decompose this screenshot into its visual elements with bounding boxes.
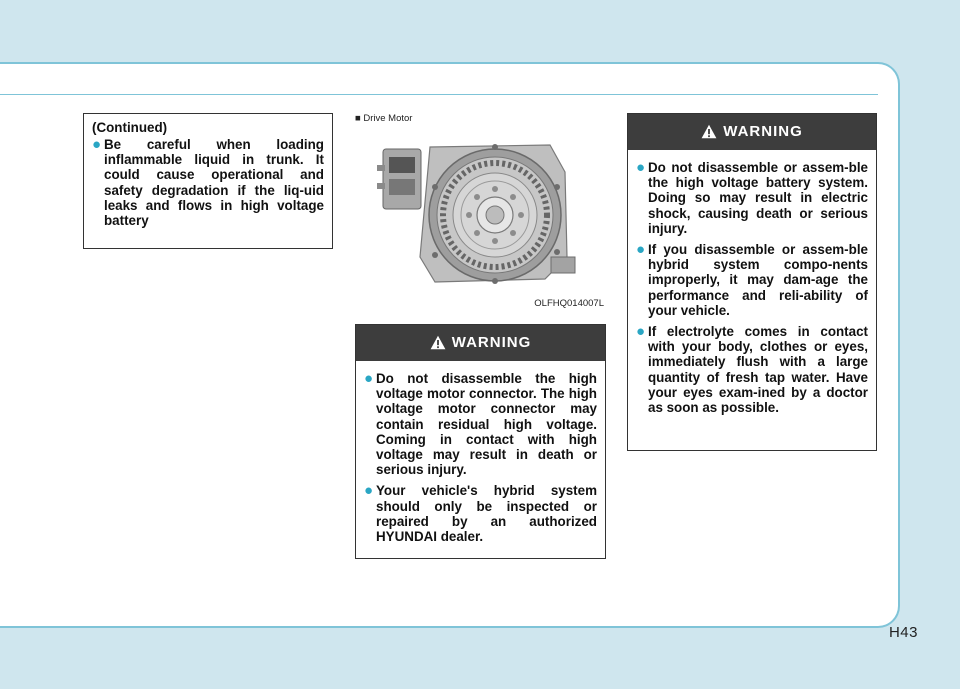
page-number: H43	[888, 624, 918, 641]
list-item	[364, 483, 597, 544]
warning-body	[628, 150, 876, 427]
list-item-text: If electrolyte comes in contact with your body, clothes or eyes, immediately flush with a large quantity of fresh tap water. Have your eyes exam-ined by a doctor as soon as possible.	[648, 324, 868, 416]
drive-motor-illustration	[375, 127, 585, 297]
list-item	[636, 242, 868, 318]
list-item-text: Be careful when loading inflammable liquid in trunk. It could cause operational and safety degradation if the liq-uid leaks and flows in high voltage battery	[104, 137, 324, 229]
warning-header	[628, 114, 876, 150]
warning-header	[356, 325, 605, 361]
warning-battery-box	[627, 113, 877, 451]
continued-list	[92, 137, 324, 228]
list-item	[636, 324, 868, 415]
warning-triangle-icon	[701, 124, 717, 139]
header-rule	[0, 94, 878, 95]
warning-body	[356, 361, 605, 556]
list-item-text: If you disassemble or assem-ble hybrid system compo-nents improperly, it may dam-age the performance and reli-ability of your vehicle.	[648, 242, 868, 318]
warning-title: WARNING	[723, 123, 803, 140]
warning-title: WARNING	[451, 334, 532, 351]
list-item	[364, 371, 597, 477]
list-item-text: Your vehicle's hybrid system should only be inspected or repaired by an authorized HYUNDAI dealer.	[376, 483, 597, 545]
figure-caption: ■ Drive Motor	[355, 113, 413, 124]
warning-motor-box	[355, 324, 606, 559]
bullet-icon: ●	[364, 370, 374, 387]
warning-triangle-icon	[430, 335, 446, 350]
warning-list	[636, 160, 868, 415]
bullet-icon: ●	[92, 136, 102, 153]
list-item-text: Do not disassemble the high voltage motor connector. The high voltage motor connector may contain residual high voltage. Coming in contact with high voltage may result in death or serious injury.	[376, 371, 597, 478]
list-item	[92, 137, 324, 228]
drive-motor-figure	[355, 113, 606, 311]
continued-box	[83, 113, 333, 249]
figure-code: OLFHQ014007L	[534, 298, 604, 309]
bullet-icon: ●	[636, 323, 646, 341]
warning-list	[364, 371, 597, 544]
bullet-icon: ●	[636, 159, 646, 176]
bullet-icon: ●	[364, 482, 374, 500]
bullet-icon: ●	[636, 241, 646, 259]
continued-title: (Continued)	[92, 120, 168, 135]
list-item	[636, 160, 868, 236]
list-item-text: Do not disassemble or assem-ble the high voltage battery system. Doing so may result in electric shock, causing death or serious injury.	[648, 160, 868, 236]
